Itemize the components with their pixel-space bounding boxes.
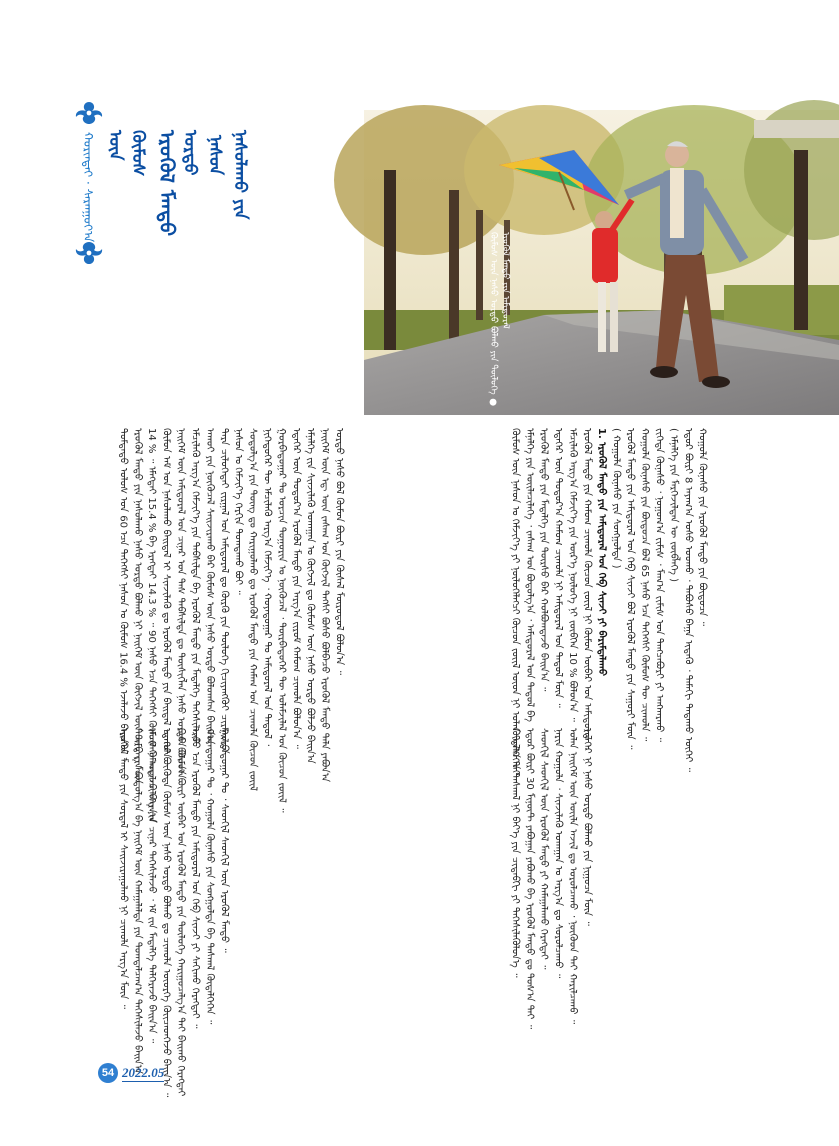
text-line: ᠠᠬᠤᠢ ᠶᠢᠨ ᠨᠥᠬᠦᠴᠡᠯ ᠰᠠᠢᠵᠢᠷᠠᠬᠤ ᠪᠠᠷ ᠬᠦᠮᠦᠰ ᠦᠨ ᠨᠠᠰᠤ ᠤᠷᠲᠤ ᠪᠣᠯᠤᠭᠰᠠᠨ ᠪᠠᠢᠨ᠎ᠠ ᠃ bbox=[203, 428, 215, 755]
text-line: ᠲᠥᠷᠥ ᠶᠢᠨ ᠪᠣᠳᠣᠯᠭ᠎ᠠ ᠪᠠ ᠨᠡᠢᠭᠡᠮ ᠦᠨ ᠬᠠᠮᠠᠭᠠᠯᠠᠯᠲᠠ ᠶᠢᠨ ᠲᠣᠭᠲᠠᠯᠴᠠᠭ᠎ᠠ ᠳᠡᠭᠡᠰᠢᠯᠡᠵᠦ ᠪᠠᠢᠨ᠎ᠠ bbox=[131, 728, 143, 1074]
text-line: ᠬᠥᠳᠡᠯᠭᠡᠭᠡᠨ ᠳᠠᠰᠬᠠᠯ ᠨᠢ ᠪᠡᠶ᠎ᠡ ᠶᠢᠨ ᠴᠢᠳᠠᠪᠬᠢ ᠶᠢ ᠳᠡᠭᠡᠰᠢᠯᠡᠭᠦᠯᠦᠨ᠎ᠡ ᠃ bbox=[509, 728, 521, 978]
text-line: ᠨᠠᠷᠢᠨ ᠬᠣᠭᠣᠯᠠ ᠂ ᠰᠢᠨᠵᠢᠯᠡᠬᠦ ᠤᠬᠠᠭᠠᠨ ᠤ ᠠᠷᠭ᠎ᠠ ᠳᠤ ᠰᠤᠷᠤᠯᠴᠠᠬᠤ ᠃ bbox=[552, 728, 564, 979]
title-line-1: ᠡᠷᠦᠬᠦᠯ ᠮᠡᠨᠳᠦ bbox=[155, 130, 179, 237]
body-text-block-d bbox=[507, 728, 723, 1030]
text-line: ᠣᠯᠠᠨ ᠨᠡᠢᠭᠡᠮ ᠦᠨ ᠦᠢᠯᠡ ᠠᠵᠢᠯ ᠳᠤ ᠣᠷᠣᠯᠴᠠᠬᠤ ᠂ ᠨᠥᠬᠦᠳ ᠲᠡᠢ ᠬᠠᠷᠢᠯᠴᠠᠬᠤ ᠃ bbox=[567, 728, 579, 1025]
text-line: ᠭᠤᠷᠪᠠᠳᠤᠭᠠᠷ ᠲᠤ ᠂ ᠰᠡᠳᠬᠢᠯ ᠰᠡᠳᠬᠢᠯ ᠦᠨ ᠡᠷᠦᠬᠦᠯ ᠮᠡᠨᠳᠦ ᠃ bbox=[218, 728, 230, 953]
text-line: ᠬᠣᠭᠣᠯᠠ ᠬᠦᠨᠡᠰᠦ ᠶᠢᠨ ᠪᠦᠲᠦᠴᠡ ᠪᠣᠯ 65 ᠨᠠᠰᠤ ᠡᠴᠡ ᠳᠡᠭᠡᠭᠰᠢ ᠬᠦᠮᠦᠰ ᠲᠦ ᠴᠢᠬᠤᠯᠠ ᠃ bbox=[639, 428, 651, 742]
title-line-6: ᠨᠠᠰᠤᠯᠠᠬᠤ ᠶᠢᠨ bbox=[230, 130, 250, 220]
text-line: ᠤᠷᠲᠤ ᠨᠠᠰᠤ ᠪᠣᠯ ᠬᠦᠮᠦᠨ ᠪᠦᠷᠢ ᠶᠢᠨ ᠬᠦᠰᠡᠯ ᠮᠥᠷᠥᠳᠥᠯ ᠪᠣᠯᠤᠨ᠎ᠠ ᠃ bbox=[333, 428, 345, 675]
text-line: ᠡᠳᠡᠭᠡᠷ ᠨᠢ ᠨᠠᠰᠤ ᠤᠷᠲᠤ ᠪᠣᠯᠬᠤ ᠶᠢᠨ ᠨᠢᠭᠤᠴᠠ ᠮᠥᠨ ᠃ bbox=[581, 728, 593, 926]
issue-date: 2022.05 bbox=[122, 1064, 165, 1080]
title-line-5: ᠤᠷᠲᠤ bbox=[180, 130, 200, 176]
author-byline: ᠬᠣᠷᠢᠨᠳᠠᠢ · ᠰᠠᠷᠠᠨᠭᠤᠶ᠎ᠠ bbox=[81, 132, 95, 243]
text-line: ᠡᠷᠦᠬᠦᠯ ᠮᠡᠨᠳᠦ ᠶᠢᠨ ᠰᠤᠷᠲᠠᠯ ᠢ ᠰᠠᠢᠵᠢᠷᠠᠭᠤᠯᠬᠤ ᠨᠢ ᠴᠢᠬᠤᠯᠠ ᠠᠷᠭ᠎ᠠ ᠮᠥᠨ ᠃ bbox=[117, 728, 129, 1009]
text-line: ᠡᠳᠡᠭᠡᠷ ᠪᠦᠭᠦᠳᠡ ᠬᠦᠮᠦᠰ ᠦᠨ ᠨᠠᠰᠤ ᠤᠷᠲᠤ ᠪᠣᠯᠬᠤ ᠳᠤ ᠴᠢᠬᠤᠯᠠ ᠦᠦᠷᠭᠡ ᠭᠦᠢᠴᠡᠳᠬᠡᠵᠦ ᠪᠠᠢᠨ᠎ᠠ ᠃ bbox=[160, 728, 172, 1098]
text-line: ᠡᠳᠡᠭᠡᠷ ᠦᠨ ᠳᠣᠲᠣᠷ᠎ᠠ ᠡᠷᠦᠬᠦᠯ ᠮᠡᠨᠳᠦ ᠶᠢᠨ ᠠᠷᠭ᠎ᠠ ᠵᠢᠷᠤᠮ ᠬᠠᠮᠤᠭ ᠴᠢᠬᠤᠯᠠ ᠪᠣᠯᠤᠨ᠎ᠠ ᠃ bbox=[290, 428, 302, 749]
photo-caption-text: ᠬᠦᠮᠦᠰ ᠦᠨ ᠨᠠᠰᠤ ᠤᠷᠲᠤ ᠪᠣᠯᠬᠤ ᠶᠢᠨ ᠲᠥᠯᠦᠭᠡ ● ᠡᠷᠦᠬᠦᠯ ᠮᠡᠨᠳᠦ ᠶᠢᠨ ᠠᠮᠢᠳᠤᠷᠠᠯ bbox=[488, 232, 510, 408]
text-line: 14 % ᠃ ᠡᠮᠡᠭᠲᠡᠢ 15.4 % ᠪᠠ ᠡᠷᠡᠭᠲᠡᠢ 14.3 % ᠃ 90 ᠨᠠᠰᠤ ᠡᠴᠡ ᠳᠡᠭᠡᠭᠰᠢ ᠬᠦᠮᠦᠰ ᠨᠡᠮᠡᠭ᠍ᠳᠡᠵᠦ ᠪᠠᠢᠨ᠎ᠠ bbox=[146, 428, 158, 823]
body-text-block-c bbox=[507, 428, 723, 776]
text-line: ᠬᠣᠶᠠᠳᠤᠭᠠᠷ ᠲᠤ ᠂ ᠬᠣᠭᠣᠯᠠ ᠬᠦᠨᠡᠰᠦ ᠶᠢᠨ ᠰᠣᠩᠭᠣᠯᠲᠠ ᠪᠠ ᠳᠠᠰᠬᠠᠯ ᠬᠥᠳᠡᠯᠭᠡᠭᠡᠨ ᠃ bbox=[203, 728, 215, 1025]
text-line: ᠨᠡᠢᠭᠡᠮ ᠦᠨ ᠠᠮᠢᠳᠤᠷᠠᠯ ᠤᠨ ᠴᠢᠨᠠᠷ ᠤᠨ ᠳᠡᠰ ᠳᠡᠪᠰᠢᠯᠲᠡ ᠳᠤ ᠲᠦᠰᠢᠭᠯᠡᠨ ᠨᠠᠰᠤ ᠤᠷᠲᠤ ᠪᠣᠯᠤᠨ᠎ᠠ bbox=[175, 428, 187, 779]
text-line: ᠡᠮᠴᠢᠯᠡᠬᠦ ᠠᠷᠭ᠎ᠠ ᠬᠡᠮᠵᠢᠶ᠎ᠡ ᠶᠢᠨ ᠳᠡᠪᠰᠢᠯᠲᠡ ᠪᠠ ᠡᠷᠦᠬᠦᠯ ᠮᠡᠨᠳᠦ ᠶᠢᠨ ᠮᠡᠳᠡᠯᠭᠡ ᠳᠡᠭᠡᠰᠢᠯᠡᠵᠦ bbox=[189, 428, 201, 744]
section-heading: 1. ᠡᠷᠦᠬᠦᠯ ᠮᠡᠨᠳᠦ ᠶᠢᠨ ᠠᠮᠢᠳᠤᠷᠠᠯ ᠤᠨ ᠬᠡᠪ ᠰᠢᠨᠵᠢ ᠶᠢ ᠪᠠᠷᠢᠮᠲᠠᠯᠠᠬᠤ bbox=[595, 428, 607, 676]
page-number-badge: 54 bbox=[98, 1063, 118, 1083]
text-line: ᠡᠳᠦᠷ ᠪᠦᠷᠢ 8 ᠠᠶᠠᠭ᠎ᠠ ᠤᠰᠤ ᠤᠤᠬᠤ ᠂ ᠳᠠᠪᠤᠰᠤ ᠪᠠᠭᠠ ᠢᠳᠡᠬᠦ ᠂ ᠲᠠᠮᠠᠬᠢ ᠲᠠᠲᠠᠬᠤ ᠦᠭᠡᠢ ᠃ bbox=[682, 428, 694, 773]
text-line: ᠡᠳᠡᠭᠡᠷ ᠦᠨ ᠳᠣᠲᠣᠷ᠎ᠠ ᠬᠠᠮᠤᠭ ᠴᠢᠬᠤᠯᠠ ᠨᠢ ᠠᠮᠢᠳᠤᠷᠠᠯ ᠤᠨ ᠳᠠᠳᠤᠯ ᠮᠥᠨ ᠃ bbox=[552, 428, 564, 708]
title-line-2: ᠬᠦᠮᠦᠰ bbox=[128, 130, 148, 177]
text-line: ᠪᠠᠰᠠ ᠬᠦᠮᠦᠨ ᠪᠦᠷᠢ ᠥᠪᠡᠷ ᠤᠨ ᠡᠷᠦᠬᠦᠯ ᠮᠡᠨᠳᠦ ᠶᠢᠨ ᠲᠥᠯᠦᠭᠡ ᠬᠠᠷᠢᠭᠤᠴᠠᠯᠭ᠎ᠠ ᠲᠠᠢ ᠪᠠᠢᠬᠤ ᠬᠡᠷᠡᠭᠲᠡᠢ bbox=[175, 728, 187, 1097]
text-line: ᠳᠤᠮᠳᠠᠳᠤ ᠤᠯᠤᠰ ᠤᠨ 60 ᠡᠴᠡ ᠳᠡᠭᠡᠭᠰᠢ ᠨᠠᠰᠤᠨ ᠤ ᠬᠦᠮᠦᠰ 16.4 % ᠡᠵᠡᠯᠡᠵᠦ ᠪᠠᠢᠨ᠎ᠠ ᠃ bbox=[117, 428, 129, 763]
text-line: ᠬᠣᠭᠣᠯᠠ ᠬᠦᠨᠡᠰᠦ ᠶᠢᠨ ᠡᠷᠦᠬᠦᠯ ᠮᠡᠨᠳᠦ ᠶᠢᠨ ᠪᠦᠲᠦᠴᠡ ᠃ bbox=[696, 428, 708, 626]
text-line: ᠭᠤᠷᠪᠠᠳᠤᠭᠠᠷ ᠲᠤ ᠣᠷᠴᠢᠨ ᠲᠣᠭᠣᠷᠢᠨ ᠤ ᠨᠥᠬᠦᠴᠡᠯ ᠂ ᠳᠥᠷᠪᠡᠳᠦᠭᠡᠷ ᠲᠦ ᠤᠯᠠᠮᠵᠢᠯᠠᠯ ᠤᠨ ᠬᠦᠴᠦᠨ ᠵᠦᠢᠯ ᠃ bbox=[275, 428, 287, 813]
title-line-4: ᠨᠠᠰᠤᠨ bbox=[205, 135, 225, 176]
text-line: ᠡᠷᠦᠬᠦᠯ ᠮᠡᠨᠳᠦ ᠶᠢᠨ ᠮᠡᠳᠡᠯᠭᠡ ᠶᠢᠨ ᠳᠦᠷᠰᠦ ᠪᠠᠷ ᠬᠣᠯᠪᠣᠭᠳᠠᠵᠤ ᠪᠠᠢᠨ᠎ᠠ ᠃ bbox=[538, 428, 550, 692]
ornament-bottom-icon bbox=[72, 240, 106, 266]
text-line: ᠡᠷᠦᠬᠦᠯ ᠮᠡᠨᠳᠦ ᠶᠢᠨ ᠬᠠᠮᠤᠭ ᠴᠢᠬᠤᠯᠠ ᠬᠦᠴᠦᠨ ᠵᠦᠢᠯ ᠨᠢ ᠬᠦᠮᠦᠨ ᠥᠪᠡᠷ ᠤᠨ ᠠᠮᠢᠳᠤᠷᠠᠯ ᠃ bbox=[581, 428, 593, 750]
text-line: ᠡᠮᠨᠡᠯᠭᠡ ᠵᠢᠨ ᠰᠢᠨᠵᠢᠯᠡᠬᠦ ᠤᠬᠠᠭᠠᠨ ᠤ ᠬᠥᠭᠵᠢᠯ ᠳᠤ ᠬᠦᠮᠦᠰ ᠦᠨ ᠨᠠᠰᠤ ᠤᠷᠲᠤ ᠪᠣᠯᠵᠤ ᠪᠠᠢᠨ᠎ᠠ bbox=[304, 428, 316, 764]
text-line: ᠨᠡᠢᠭᠡᠮ ᠦᠨ ᠡᠳ᠋ ᠦᠨ ᠵᠠᠰᠠᠭ ᠤᠨ ᠬᠥᠭᠵᠢᠯ ᠲᠡᠭᠰᠢ ᠪᠤᠰᠤ ᠪᠣᠯᠪᠠᠴᠤ ᠡᠷᠦᠬᠦᠯ ᠮᠡᠨᠳᠦ ᠳᠠᠯᠠ ᠶᠠᠪᠤᠨ᠎ᠠ bbox=[319, 428, 331, 783]
photo-caption bbox=[487, 232, 559, 410]
text-line: ᠡᠮᠴᠢᠯᠡᠬᠦ ᠦᠢᠯᠡᠴᠢᠯᠡᠭᠡ ᠶᠢᠨ ᠴᠢᠨᠠᠷ ᠳᠡᠭᠡᠰᠢᠯᠡᠵᠦ ᠂ ᠡᠮ ᠵᠢᠨ ᠮᠡᠳᠡᠯᠭᠡ ᠳᠡᠯᠭᠡᠷᠡᠵᠦ ᠪᠠᠢᠨ᠎ᠠ ᠃ bbox=[146, 728, 158, 1044]
text-line: ᠡᠳᠦᠷ ᠪᠦᠷᠢ 30 ᠮᠢᠨᠦ᠋ᠲ ᠶᠠᠪᠤᠭᠠᠨ ᠶᠠᠪᠤᠬᠤ ᠪᠠ ᠡᠷᠦᠬᠦᠯ ᠮᠡᠨᠳᠦ ᠳᠤ ᠲᠤᠰ᠎ᠠ ᠲᠠᠢ ᠃ bbox=[523, 728, 535, 1030]
text-line: ᠰᠡᠳᠬᠢᠯ ᠰᠡᠳᠬᠢᠯ ᠦᠨ ᠡᠷᠦᠬᠦᠯ ᠮᠡᠨᠳᠦ ᠶᠢ ᠬᠠᠮᠠᠭᠠᠯᠠᠬᠤ ᠬᠡᠷᠡᠭᠲᠡᠢ ᠃ bbox=[538, 728, 550, 970]
page-folio bbox=[98, 1063, 164, 1083]
photo-elderly-couple-kite bbox=[364, 110, 839, 415]
text-line: ᠡᠷᠦᠬᠦᠯ ᠮᠡᠨᠳᠦ ᠶᠢᠨ ᠨᠠᠰᠤᠯᠠᠬᠤ ᠨᠠᠰᠤ ᠤᠷᠲᠤ ᠪᠣᠯᠬᠤ ᠨᠢ ᠨᠡᠢᠭᠡᠮ ᠦᠨ ᠬᠥᠭᠵᠢᠯ ᠦᠨ ᠲᠡᠮᠳᠡᠭ ᠮᠥᠨ ᠃ bbox=[131, 428, 143, 794]
text-line: ᠵᠢᠭᠡᠳᠡ ᠬᠦᠨᠡᠰᠦ ᠂ ᠨᠣᠭᠤᠭ᠎ᠠ ᠵᠢᠮᠢᠰ ᠂ ᠮᠠᠬ᠎ᠠ ᠵᠢᠮᠢᠰ ᠤᠨ ᠲᠡᠩᠴᠡᠪᠦᠷᠢ ᠶᠢ ᠠᠩᠬᠠᠷᠬᠤ ᠃ bbox=[653, 428, 665, 743]
text-line: ( ᠬᠣᠭᠣᠯᠠ ᠬᠦᠨᠡᠰᠦ ᠶᠢᠨ ᠰᠣᠩᠭᠣᠯᠲᠠ ) bbox=[610, 428, 622, 569]
text-line: ᠬᠦᠮᠦᠰ ᠦᠨ ᠨᠠᠰᠤᠨ ᠤ ᠬᠡᠮᠵᠢᠶ᠎ᠡ ᠶᠢ ᠨᠥᠯᠥᠭᠡᠯᠡᠭᠴᠢ ᠬᠦᠴᠦᠨ ᠵᠦᠢᠯ ᠦᠳ ᠨᠢ ᠣᠯᠠᠨ ᠲᠠᠯ᠎ᠠ ᠲᠠᠢ bbox=[509, 428, 521, 776]
ornament-top-icon bbox=[72, 100, 106, 126]
text-line: ( ᠡᠮᠨᠡᠯᠭᠡ ᠶᠢᠨ ᠮᠡᠷᠭᠡᠵᠢᠯᠲᠡᠨ ᠦ ᠵᠥᠪᠯᠡᠭᠡ ) bbox=[667, 428, 679, 582]
title-line-3: ᠦᠨ bbox=[105, 130, 125, 161]
text-line: ᠲᠡᠷᠡ ᠴᠢᠯᠦᠭᠡᠲᠡᠢ ᠵᠢᠷᠭᠠᠯ ᠤᠨ ᠠᠮᠢᠳᠤᠷᠠᠯ ᠳᠤ ᠬᠦᠷᠬᠦ ᠶᠢᠨ ᠲᠥᠯᠦᠭᠡ ᠬᠢᠴᠢᠶᠡᠩᠭᠦᠢ ᠴᠢᠷᠮᠠᠢᠯᠲᠠ bbox=[218, 428, 230, 754]
text-line: ᠨᠠᠰᠤᠨ ᠤ ᠬᠡᠮᠵᠢᠶ᠎ᠡ ᠬᠡᠷᠬᠢᠨ ᠲᠣᠭᠲᠠᠬᠤ ᠪᠤᠢ ᠃ bbox=[232, 428, 244, 595]
text-line: ᠡᠢᠮᠦ ᠡᠴᠡ ᠡᠷᠦᠬᠦᠯ ᠮᠡᠨᠳᠦ ᠶᠢᠨ ᠠᠮᠢᠳᠤᠷᠠᠯ ᠤᠨ ᠬᠡᠪ ᠰᠢᠨᠵᠢ ᠶᠢ ᠰᠠᠬᠢᠬᠤ ᠬᠡᠷᠡᠭᠲᠡᠢ ᠃ bbox=[189, 728, 201, 1029]
text-line: ᠬᠦᠮᠦᠨ ᠠᠮ ᠤᠨ ᠨᠠᠰᠤᠯᠠᠬᠤ ᠪᠠᠢᠳᠠᠯ ᠢ ᠰᠢᠨᠵᠢᠯᠡᠬᠦ ᠳᠤ ᠡᠷᠦᠬᠦᠯ ᠮᠡᠨᠳᠦ ᠶᠢᠨ ᠪᠠᠢᠳᠠᠯ ᠴᠢᠬᠤᠯᠠ bbox=[160, 428, 172, 758]
text-line: ᠰᠤᠳᠤᠯᠭ᠎ᠠ ᠶᠢᠨ ᠳᠦᠩ ᠳᠤ ᠬᠠᠷᠢᠭᠤᠯᠬᠤ ᠳᠤ ᠡᠷᠦᠬᠦᠯ ᠮᠡᠨᠳᠦ ᠶᠢᠨ ᠬᠠᠮᠠᠭ ᠤᠨ ᠴᠢᠬᠤᠯᠠ ᠬᠦᠴᠦᠨ ᠵᠦᠢᠯ bbox=[247, 428, 259, 791]
body-text-block-a bbox=[115, 428, 507, 823]
text-line: ᠡᠮᠴᠢᠯᠡᠬᠦ ᠠᠷᠭ᠎ᠠ ᠬᠡᠮᠵᠢᠶ᠎ᠡ ᠶᠢᠨ ᠦᠷ᠎ᠡ ᠨᠥᠯᠥᠭᠡ ᠨᠢ ᠵᠥᠪᠬᠡᠨ 10 % ᠪᠣᠯᠤᠨ᠎ᠠ ᠃ bbox=[567, 428, 579, 722]
text-line: ᠡᠷᠦᠬᠦᠯ ᠮᠡᠨᠳᠦ ᠶᠢᠨ ᠠᠮᠢᠳᠤᠷᠠᠯ ᠤᠨ ᠬᠡᠪ ᠰᠢᠨᠵᠢ ᠪᠣᠯ ᠡᠷᠦᠬᠦᠯ ᠮᠡᠨᠳᠦ ᠶᠢᠨ ᠰᠠᠭᠤᠷᠢ ᠮᠥᠨ ᠃ bbox=[624, 428, 636, 750]
text-line: ᠡᠮᠨᠡᠯᠭᠡ ᠶᠢᠨ ᠦᠢᠯᠡᠴᠢᠯᠡᠭᠡ ᠂ ᠵᠠᠰᠠᠭ ᠤᠨ ᠪᠣᠳᠣᠯᠭ᠎ᠠ ᠂ ᠠᠮᠢᠳᠤᠷᠠᠯ ᠤᠨ ᠳᠠᠳᠤᠯ ᠪᠠ bbox=[523, 428, 535, 722]
text-line: ᠨᠢᠭᠡᠳᠦᠭᠡᠷ ᠲᠦ ᠡᠮᠴᠢᠯᠡᠬᠦ ᠠᠷᠭ᠎ᠠ ᠬᠡᠮᠵᠢᠶ᠎ᠡ ᠂ ᠬᠣᠶᠠᠳᠤᠭᠠᠷ ᠲᠤ ᠠᠮᠢᠳᠤᠷᠠᠯ ᠤᠨ ᠳᠠᠳᠤᠯ ᠂ bbox=[261, 428, 273, 746]
